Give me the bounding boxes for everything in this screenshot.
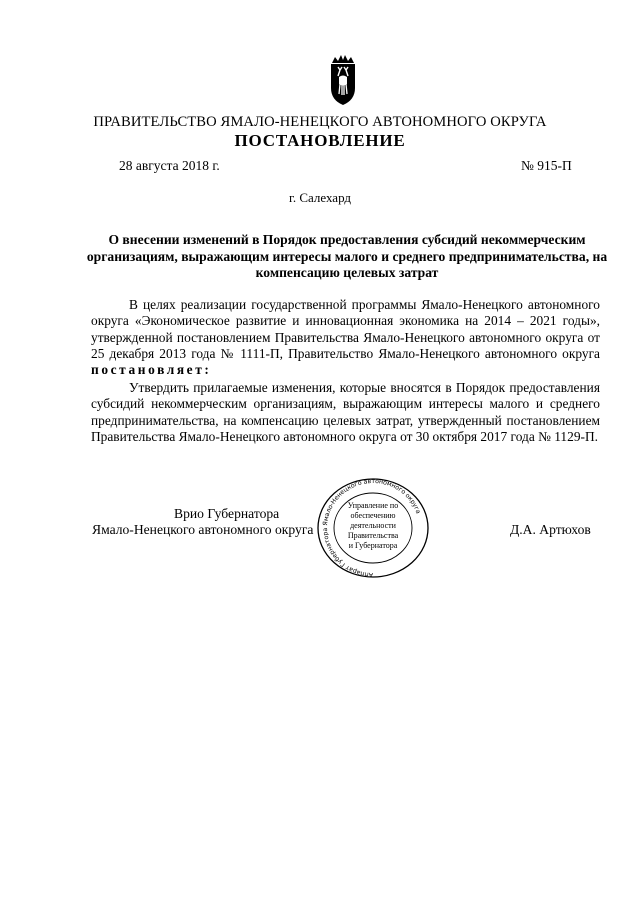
document-number: № 915-П (521, 158, 572, 173)
government-name: ПРАВИТЕЛЬСТВО ЯМАЛО-НЕНЕЦКОГО АВТОНОМНОГО ОКРУГА (93, 114, 547, 130)
paragraph-1-text: В целях реализации государственной программы Ямало-Ненецкого автономного округа «Экономическое развитие и инновационная экономика на 2014 – 2021 годы», утвержденной постановлением Правительства Ямало-Ненецкого автономного округа от 25 декабря 2013 года № 1111-П, Правительство Ямало-Ненецкого автономного округа (91, 297, 600, 361)
body-paragraph-1 (91, 297, 600, 378)
stamp-line-1: Управление по (347, 501, 399, 510)
stamp-line-3: деятельности (350, 521, 396, 530)
body-paragraph-2 (91, 380, 600, 445)
document-city: г. Салехард (288, 190, 352, 205)
coat-of-arms-icon (329, 54, 357, 106)
stamp-line-4: Правительства (347, 531, 399, 540)
stamp-outer-text: Аппарат Губернатора Ямало-Ненецкого автономного округа (322, 477, 422, 579)
signer-name: Д.А. Артюхов (510, 522, 591, 537)
document-date: 28 августа 2018 г. (119, 158, 220, 173)
signer-position-line-1: Врио Губернатора (174, 506, 280, 521)
signer-position-line-2: Ямало-Ненецкого автономного округа (92, 522, 314, 537)
decree-word: постановляет: (91, 362, 212, 378)
document-type-title: ПОСТАНОВЛЕНИЕ (234, 131, 406, 150)
signer-position-line-2-wrap (92, 520, 322, 542)
document-subject: О внесении изменений в Порядок предоставления субсидий некоммерческим организациям, выражающим интересы малого и среднего предпринимательства, на компенсацию целевых затрат (86, 232, 608, 280)
official-stamp (310, 476, 436, 582)
paragraph-2-text: Утвердить прилагаемые изменения, которые вносятся в Порядок предоставления субсидий некоммерческим организациям, выражающим интересы малого и среднего предпринимательства, на компенсацию целевых затрат, утвержденный постановлением Правительства Ямало-Ненецкого автономного округа от 30 октября 2017 года № 1129-П. (91, 380, 600, 444)
stamp-line-2: обеспечению (350, 511, 396, 520)
stamp-line-5: и Губернатора (348, 541, 398, 550)
